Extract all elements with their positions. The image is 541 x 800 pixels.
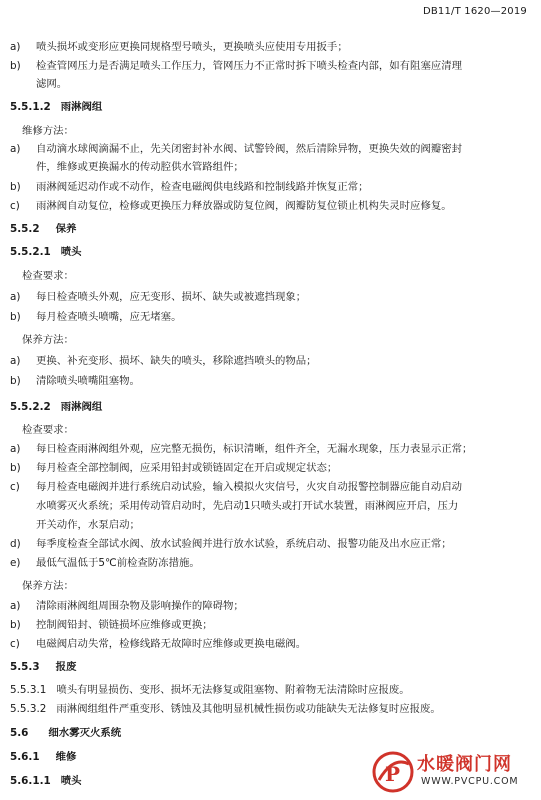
subheading-label [22, 421, 74, 436]
item-marker: 5.5.1.2 [10, 101, 51, 113]
list-item [10, 288, 306, 303]
list-item [10, 440, 472, 455]
watermark-url: WWW.PVCPU.COM [421, 776, 519, 787]
list-item [10, 197, 452, 212]
line-text: 每日检查喷头外观，应无变形、损坏、缺失或被遮挡现象； [36, 291, 307, 303]
subheading-label [22, 331, 74, 346]
line-text: 清除雨淋阀组周围杂物及影响操作的障碍物； [36, 600, 244, 612]
item-marker: b) [10, 619, 21, 631]
item-marker: a) [10, 41, 21, 53]
line-text: 维修方法： [22, 125, 74, 137]
item-marker: 5.5.3 [10, 661, 40, 673]
numbered-clause [10, 681, 410, 696]
list-item [10, 535, 452, 550]
line-text: 喷头损坏或变形应更换同规格型号喷头，更换喷头应使用专用扳手； [36, 41, 348, 53]
item-marker: a) [10, 291, 21, 303]
section-heading [10, 398, 102, 413]
line-text: 每月检查喷头喷嘴，应无堵塞。 [36, 311, 182, 323]
line-text: 件，维修或更换漏水的传动腔供水管路组件； [36, 161, 244, 173]
line-text: 更换、补充变形、损坏、缺失的喷头，移除遮挡喷头的物品； [36, 355, 317, 367]
numbered-clause [10, 700, 441, 715]
item-marker: e) [10, 557, 21, 569]
line-text: 雨淋阀自动复位，检修或更换压力释放器或防复位阀，阀瓣防复位锁止机构失灵时应修复。 [36, 200, 452, 212]
list-item-continuation [36, 158, 244, 173]
item-marker: b) [10, 181, 21, 193]
line-text: 雨淋阀组组件严重变形、锈蚀及其他明显机械性损伤或功能缺失无法修复时应报废。 [56, 703, 441, 715]
item-marker: a) [10, 355, 21, 367]
line-text: 控制阀铅封、锁链损坏应维修或更换； [36, 619, 213, 631]
section-heading [10, 724, 121, 739]
watermark [367, 748, 537, 796]
list-item [10, 352, 317, 367]
section-heading [10, 658, 76, 673]
list-item [10, 178, 369, 193]
list-item [10, 635, 306, 650]
line-text: 保养方法： [22, 334, 74, 346]
subheading-label [22, 122, 74, 137]
list-item [10, 554, 200, 569]
item-marker: b) [10, 60, 21, 72]
line-text: 雨淋阀延迟动作或不动作，检查电磁阀供电线路和控制线路并恢复正常； [36, 181, 369, 193]
item-marker: 5.6 [10, 727, 29, 739]
line-text: 检查要求： [22, 270, 74, 282]
line-text: 检查管网压力是否满足喷头工作压力，管网压力不正常时拆下喷头检查内部，如有阻塞应清理 [36, 60, 463, 72]
line-text: 电磁阀启动失常，检修线路无故障时应维修或更换电磁阀。 [36, 638, 307, 650]
line-text: 喷头 [60, 246, 82, 258]
line-text: 每月检查全部控制阀，应采用铅封或锁链固定在开启或规定状态； [36, 462, 338, 474]
line-text: 每月检查电磁阀并进行系统启动试验，输入模拟火灾信号，火灾自动报警控制器应能自动启动 [36, 481, 463, 493]
line-text: 开关动作，水泵启动； [36, 519, 140, 531]
list-item-continuation [36, 497, 458, 512]
line-text: 喷头有明显损伤、变形、损坏无法修复或阻塞物、附着物无法清除时应报废。 [56, 684, 410, 696]
list-item-continuation [36, 75, 67, 90]
line-text: 水喷雾灭火系统；采用传动管启动时，先启动1只喷头或打开试水装置，雨淋阀应开启，压力 [36, 500, 459, 512]
section-heading [10, 220, 76, 235]
list-item-continuation [36, 516, 140, 531]
line-text: 维修 [55, 751, 77, 763]
list-item [10, 57, 462, 72]
line-text: 自动滴水球阀滴漏不止，先关闭密封补水阀、试警铃阀，然后清除异物，更换失效的阀瓣密封 [36, 143, 463, 155]
site-logo-icon [371, 750, 415, 794]
section-heading [10, 243, 82, 258]
line-text: 细水雾灭火系统 [48, 727, 122, 739]
list-item [10, 459, 337, 474]
item-marker: 5.6.1 [10, 751, 40, 763]
subheading-label [22, 577, 74, 592]
item-marker: b) [10, 311, 21, 323]
list-item [10, 616, 213, 631]
item-marker: a) [10, 600, 21, 612]
list-item [10, 478, 462, 493]
line-text: 每季度检查全部试水阀、放水试验阀并进行放水试验，系统启动、报警功能及出水应正常； [36, 538, 452, 550]
item-marker: 5.5.2.2 [10, 401, 51, 413]
item-marker: c) [10, 200, 20, 212]
section-heading [10, 772, 82, 787]
line-text: 保养方法： [22, 580, 74, 592]
item-marker: c) [10, 481, 20, 493]
item-marker: a) [10, 443, 21, 455]
line-text: 雨淋阀组 [60, 401, 103, 413]
line-text: 保养 [55, 223, 77, 235]
item-marker: b) [10, 462, 21, 474]
item-marker: 5.5.3.1 [10, 684, 47, 696]
section-heading [10, 748, 76, 763]
list-item [10, 597, 244, 612]
item-marker: 5.5.2.1 [10, 246, 51, 258]
item-marker: c) [10, 638, 20, 650]
line-text: 报废 [55, 661, 77, 673]
line-text: 每日检查雨淋阀组外观，应完整无损伤，标识清晰，组件齐全，无漏水现象，压力表显示正常； [36, 443, 473, 455]
list-item [10, 140, 462, 155]
line-text: 检查要求： [22, 424, 74, 436]
list-item [10, 372, 140, 387]
item-marker: 5.5.3.2 [10, 703, 47, 715]
line-text: 雨淋阀组 [60, 101, 103, 113]
line-text: 清除喷头喷嘴阻塞物。 [36, 375, 140, 387]
svg-text:P: P [385, 762, 401, 786]
item-marker: 5.6.1.1 [10, 775, 51, 787]
section-heading [10, 98, 102, 113]
line-text: 最低气温低于5℃前检查防冻措施。 [36, 557, 200, 569]
document-header-code: DB11/T 1620—2019 [422, 6, 527, 17]
list-item [10, 308, 181, 323]
item-marker: b) [10, 375, 21, 387]
item-marker: a) [10, 143, 21, 155]
line-text: 喷头 [60, 775, 82, 787]
line-text: 滤网。 [36, 78, 68, 90]
subheading-label [22, 267, 74, 282]
item-marker: d) [10, 538, 21, 550]
item-marker: 5.5.2 [10, 223, 40, 235]
watermark-site-name: 水暖阀门网 [417, 754, 512, 775]
list-item [10, 38, 348, 53]
